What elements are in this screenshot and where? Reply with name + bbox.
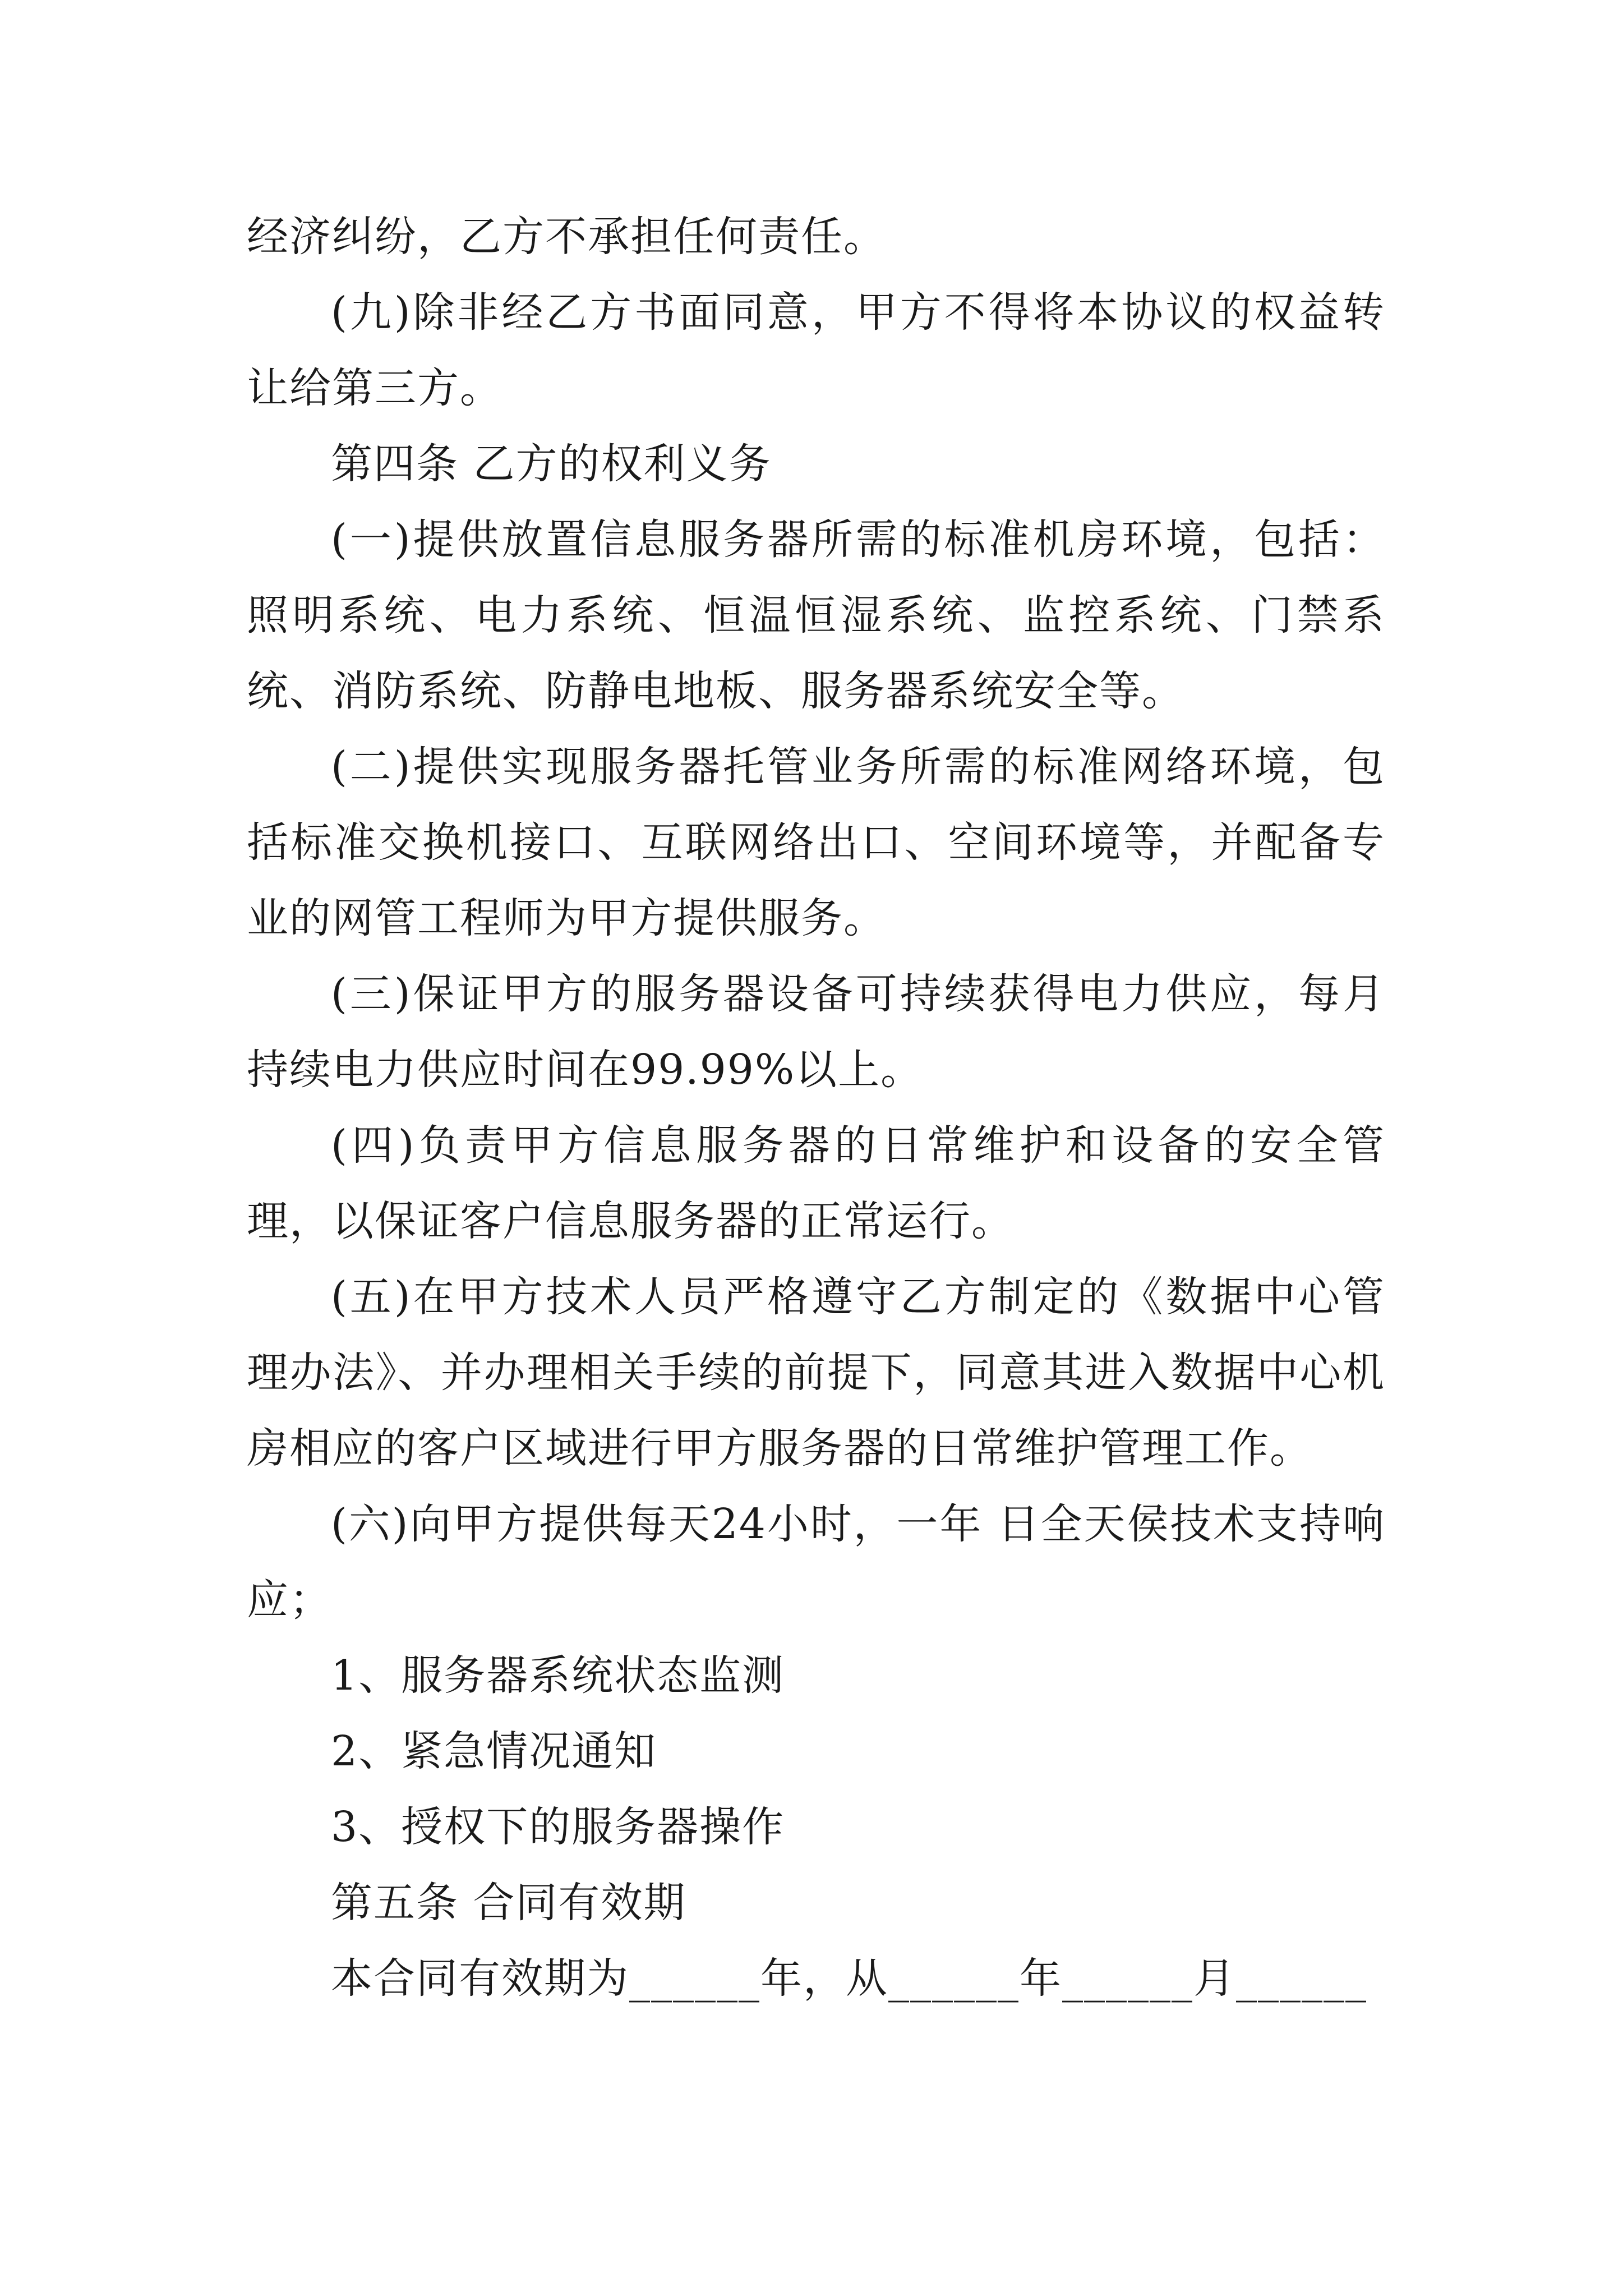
paragraph-clause-five: (五)在甲方技术人员严格遵守乙方制定的《数据中心管理办法》、并办理相关手续的前提下，同意其进入数据中心机房相应的客户区域进行甲方服务器的日常维护管理工作。 xyxy=(247,1273,1385,1473)
paragraph-clause-one: (一)提供放置信息服务器所需的标准机房环境，包括：照明系统、电力系统、恒温恒湿系统、监控系统、门禁系统、消防系统、防静电地板、服务器系统安全等。 xyxy=(247,516,1385,715)
paragraph-clause-two: (二)提供实现服务器托管业务所需的标准网络环境，包括标准交换机接口、互联网络出口、空间环境等，并配备专业的网管工程师为甲方提供服务。 xyxy=(247,743,1385,942)
paragraph-validity-period: 本合同有效期为______年，从______年______月______ xyxy=(331,1954,1367,2003)
paragraph-clause-four: (四)负责甲方信息服务器的日常维护和设备的安全管理，以保证客户信息服务器的正常运行。 xyxy=(247,1121,1385,1245)
article-four-heading: 第四条 乙方的权利义务 xyxy=(331,440,772,488)
list-item-emergency-notice: 2、紧急情况通知 xyxy=(331,1727,657,1775)
paragraph-clause-six: (六)向甲方提供每天24小时，一年 日全天侯技术支持响应； xyxy=(247,1500,1385,1624)
list-item-authorized-operation: 3、授权下的服务器操作 xyxy=(331,1803,785,1851)
contract-body xyxy=(247,199,1385,2017)
paragraph-clause-three: (三)保证甲方的服务器设备可持续获得电力供应，每月持续电力供应时间在99.99%以上。 xyxy=(247,970,1385,1094)
article-five-heading: 第五条 合同有效期 xyxy=(331,1879,686,1927)
paragraph-clause-nine: (九)除非经乙方书面同意，甲方不得将本协议的权益转让给第三方。 xyxy=(247,288,1385,412)
list-item-monitoring: 1、服务器系统状态监测 xyxy=(331,1651,785,1700)
paragraph-economic-dispute: 经济纠纷，乙方不承担任何责任。 xyxy=(247,213,886,261)
